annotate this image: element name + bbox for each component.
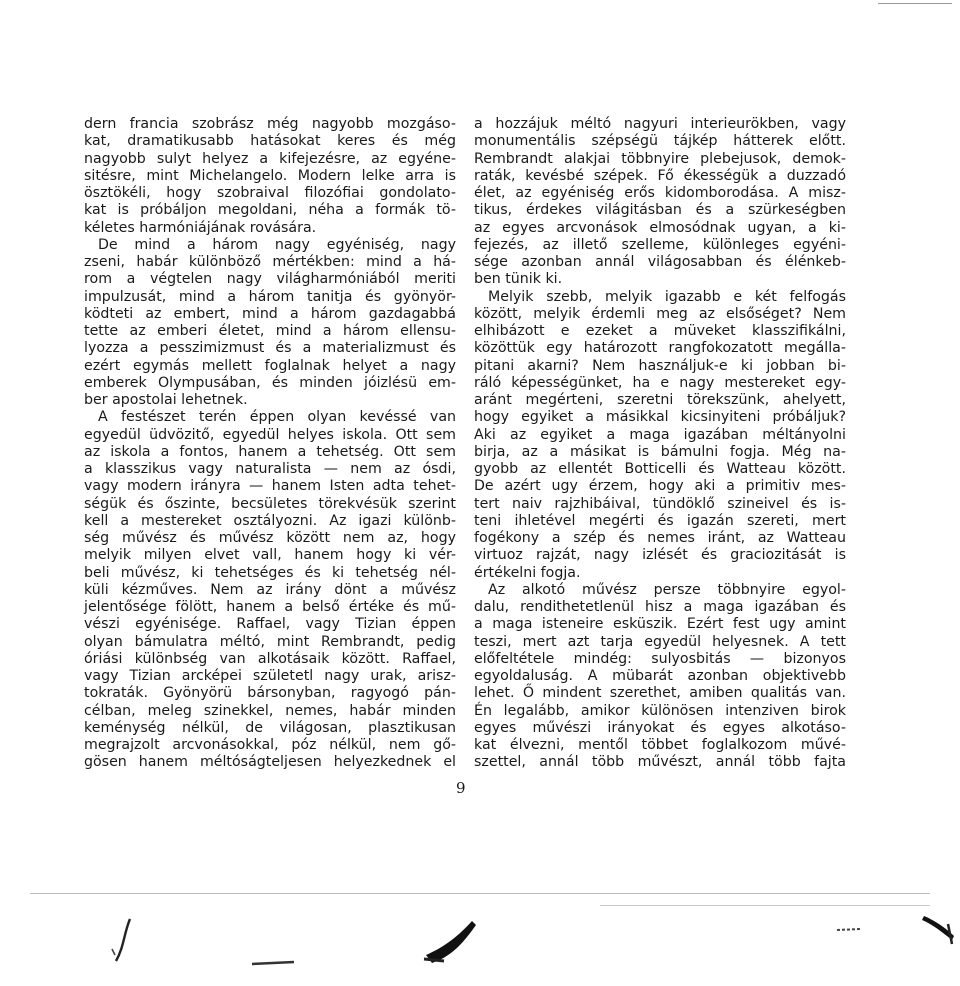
- text-line: ség művész és művész között nem az, hogy: [84, 530, 456, 546]
- text-line: zseni, habár különböző mértékben: mind a há-: [84, 254, 456, 270]
- text-line: kell a mestereket osztályozni. Az igazi különb-: [84, 512, 456, 529]
- text-line: ben tünik ki.: [474, 271, 563, 288]
- text-line: De mind a három nagy egyéniség, nagy: [98, 236, 456, 253]
- ink-mark-bottom: [250, 955, 300, 969]
- ink-mark-center: [420, 915, 480, 967]
- text-line: impulzusát, mind a három tanitja és gyönyör-: [84, 288, 456, 305]
- text-line: melyik milyen elvet vall, hanem hogy ki vér-: [84, 547, 456, 564]
- text-line: vagy modern irányra — hanem Isten adta tehet-: [84, 478, 456, 495]
- text-line: De azért ugy érzem, hogy aki a primitiv mes-: [474, 478, 846, 495]
- text-line: az iskola a fontos, hanem a tehetség. Ott sem: [84, 443, 456, 460]
- text-line: a maga isteneire esküszik. Ezért fest ugy amint: [474, 616, 846, 633]
- scan-top-rule: [878, 3, 952, 4]
- text-line: emberek Olympusában, és minden jóizlésü em-: [84, 374, 456, 391]
- ink-mark-dots: [835, 922, 865, 936]
- right-column: [474, 116, 846, 772]
- text-line: ködteti az embert, mind a három gazdagabbá: [84, 305, 456, 322]
- text-line: ber apostolai lehetnek.: [84, 392, 248, 408]
- text-line: tokraták. Gyönyörü bársonyban, ragyogó pán-: [84, 685, 456, 702]
- text-line: tette az emberi életet, mind a három ellensu-: [84, 323, 456, 339]
- text-line: ségük és őszinte, becsületes törekvésük szerint: [84, 495, 456, 512]
- text-line: vészi egyénisége. Raffael, vagy Tizian éppen: [84, 616, 456, 633]
- text-line: virtuoz rajzát, nagy izlését és graciozitását is: [474, 547, 846, 564]
- text-line: lehet. Ő mindent szerethet, amiben qualitás van.: [474, 685, 846, 702]
- text-line: tert naiv rajzhibáival, tündöklő szineivel és is-: [474, 495, 846, 512]
- text-line: értékelni fogja.: [474, 564, 581, 581]
- text-line: gyobb az ellentét Botticelli és Watteau között.: [474, 461, 846, 477]
- text-line: célban, meleg szinekkel, nemes, habár minden: [84, 702, 456, 719]
- text-line: egyoldaluság. A mübarát azonban objektivebb: [474, 668, 846, 684]
- text-line: szettel, annál több művészt, annál több fajta: [474, 754, 846, 771]
- text-line: beli művész, ki tehetséges és ki tehetség nél-: [84, 564, 456, 581]
- text-line: tikus, érdekes világitásban és a szürkeségben: [474, 202, 846, 219]
- text-line: nagyobb sulyt helyez a kifejezésre, az egyéne-: [84, 150, 456, 167]
- text-line: fogékony a szép és nemes iránt, az Watteau: [474, 530, 846, 546]
- text-line: rom a végtelen nagy világharmóniából meriti: [84, 271, 456, 288]
- text-line: sitésre, mint Michelangelo. Modern lelke arra is: [84, 167, 456, 184]
- text-line: előfeltétele mindég: sulyosbitás — bizonyos: [474, 650, 846, 667]
- text-line: az egyes arcvonások elmosódnak ugyan, a ki-: [474, 219, 846, 236]
- text-line: Melyik szebb, melyik igazabb e két felfogás: [488, 288, 846, 305]
- text-line: egyes művészi irányokat és egyes alkotáso-: [474, 719, 846, 736]
- text-line: fejezés, az illető szelleme, különleges egyéni-: [474, 236, 846, 253]
- text-line: ezért egymás mellett foglalnak helyet a nagy: [84, 357, 456, 374]
- text-line: megrajzolt arcvonásokkal, póz nélkül, nem gő-: [84, 737, 456, 753]
- text-line: Én legalább, amikor különösen intenziven birok: [474, 702, 846, 719]
- text-line: olyan bámulatra méltó, mint Rembrandt, pedig: [84, 633, 456, 650]
- text-line: keménység nélkül, de világosan, plasztikusan: [84, 719, 456, 736]
- text-line: monumentális szépségü tájkép hátterek előtt.: [474, 133, 846, 150]
- text-line: a hozzájuk méltó nagyuri interieurökben, vagy: [474, 116, 846, 132]
- text-line: Az alkotó művész persze többnyire egyol-: [488, 581, 846, 598]
- text-line: raták, kevésbé szépek. Fő ékességük a duzzadó: [474, 167, 846, 184]
- text-line: kat is próbáljon megoldani, néha a formák tö-: [84, 202, 456, 219]
- text-line: küli kézműves. Nem az irány dönt a művész: [84, 581, 456, 598]
- text-line: dalu, rendithetetlenül hisz a maga igazában és: [474, 599, 846, 615]
- text-line: pitani akarni? Nem használjuk-e ki jobban bi-: [474, 357, 846, 374]
- text-line: kat, dramatikusabb hatásokat keres és még: [84, 133, 456, 150]
- text-line: teni ihletével megérti és igazán szereti, mert: [474, 512, 846, 529]
- text-line: jelentősége fölött, hanem a belső értéke és mű-: [84, 599, 456, 615]
- text-line: elhibázott e ezeket a müveket klasszifikálni,: [474, 323, 846, 339]
- text-line: ösztökéli, hogy szobraival filozófiai gondolato-: [84, 185, 456, 201]
- left-column: [84, 116, 456, 772]
- text-line: lyozza a pesszimizmust és a materializmust és: [84, 340, 456, 357]
- text-line: kéletes harmóniájának rovására.: [84, 219, 317, 236]
- text-line: gösen hanem méltóságteljesen helyezkednek el: [84, 754, 456, 771]
- ink-mark-right: [918, 910, 958, 950]
- text-line: élet, az egyéniség erős kidomborodása. A misz-: [474, 185, 846, 201]
- text-line: Rembrandt alakjai többnyire plebejusok, demok-: [474, 150, 846, 167]
- text-line: Aki az egyiket a maga igazában méltányolni: [474, 426, 846, 443]
- text-line: egyedül üdvözitő, egyedül helyes iskola. Ott sem: [84, 426, 456, 443]
- text-line: ráló képességünket, ha e nagy mestereket egy-: [474, 374, 846, 391]
- text-line: közöttük egy határozott rangfokozatott megálla-: [474, 340, 846, 357]
- text-line: dern francia szobrász még nagyobb mozgáso-: [84, 116, 456, 132]
- text-line: sége azonban annál világosabban és élénkeb-: [474, 254, 846, 270]
- text-line: teszi, mert azt tarja egyedül helyesnek. A tett: [474, 633, 846, 650]
- scan-bottom-rule: [30, 893, 930, 894]
- text-line: vagy Tizian arcképei születetl nagy urak, arisz-: [84, 668, 456, 684]
- page-number: 9: [456, 779, 466, 797]
- scan-bottom-rule-secondary: [600, 905, 930, 906]
- ink-mark-left: [110, 915, 140, 965]
- text-line: aránt megérteni, szeretni törekszünk, ahelyett,: [474, 392, 846, 408]
- text-line: A festészet terén éppen olyan kevéssé van: [98, 409, 456, 426]
- text-line: óriási különbség van alkotásaik között. Raffael,: [84, 650, 456, 667]
- text-line: hogy egyiket a másikkal kicsinyiteni próbáljuk?: [474, 409, 846, 426]
- text-line: birja, az a másikat is bámulni fogja. Még na-: [474, 443, 846, 460]
- text-line: között, melyik érdemli meg az elsőséget? Nem: [474, 305, 846, 322]
- text-line: a klasszikus vagy naturalista — nem az ósdi,: [84, 461, 456, 477]
- text-line: kat élvezni, mentől többet foglalkozom művé-: [474, 737, 846, 753]
